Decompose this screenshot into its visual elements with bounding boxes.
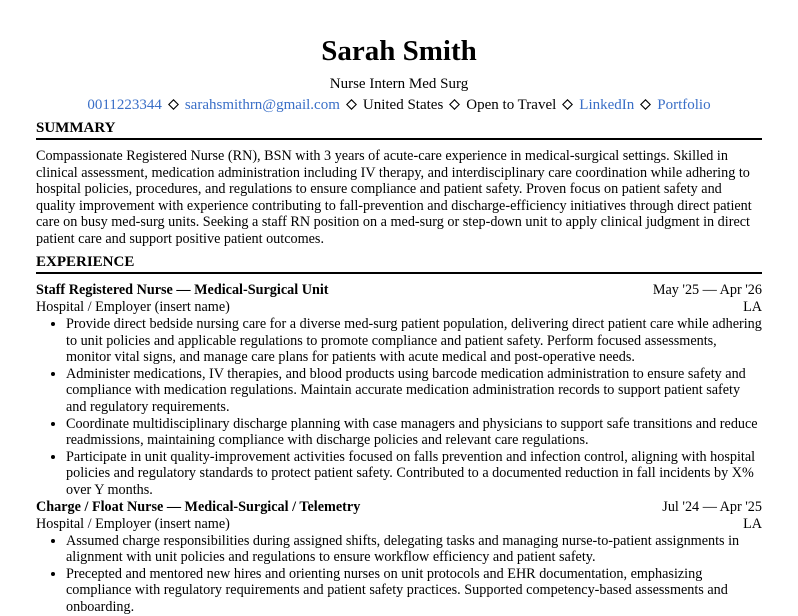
job-title: Staff Registered Nurse — Medical-Surgical Unit (36, 282, 329, 298)
candidate-title: Nurse Intern Med Surg (329, 76, 469, 92)
diamond-icon (449, 95, 460, 115)
portfolio-link[interactable]: Portfolio (657, 97, 711, 113)
contact-line (36, 95, 762, 115)
list-item: • Precepted and mentored new hires and orienting nurses on unit protocols and EHR documentation, emphasizing compliance with regulatory requirements and patient safety practices. Supported competency-based assessments and onboarding. (66, 566, 762, 616)
diamond-icon (562, 95, 573, 115)
list-item: • Participate in unit quality-improvement activities focused on falls prevention and infection control, aligning with hospital policies and regulatory standards to protect patient safety. Contributed to a documented reduction in fall incidents by X% over Y months. (66, 449, 762, 499)
job-dates: Jul '24 — Apr '25 (662, 498, 762, 515)
job-location: LA (743, 515, 762, 532)
job-employer: Hospital / Employer (insert name) (36, 515, 230, 532)
diamond-icon (640, 95, 651, 115)
candidate-name: Sarah Smith (321, 35, 477, 67)
list-item: • Assumed charge responsibilities during assigned shifts, delegating tasks and managing nurse-to-patient assignments in alignment with unit policies and regulations to ensure workflow efficiency and patient safety. (66, 533, 762, 566)
job-entry (36, 282, 762, 499)
experience-heading: EXPERIENCE (36, 253, 762, 274)
diamond-icon (346, 95, 357, 115)
phone-link[interactable]: 0011223344 (87, 97, 162, 113)
summary-text: Compassionate Registered Nurse (RN), BSN with 3 years of acute-care experience in medical-surgical settings. Skilled in clinical assessment, medication administration including IV therapy, and interdisciplinary care coordination while adhering to hospital policies, procedures, and regulations to ensure compliance and patient safety. Proven focus on patient safety and quality improvement with experience contributing to fall-prevention and discharge-efficiency initiatives through direct patient care on busy med-surg units. Seeking a staff RN position on a med-surg or step-down unit to apply clinical judgment in direct patient care and support positive patient outcomes. (36, 148, 752, 247)
job-dates: May '25 — Apr '26 (652, 282, 762, 298)
job-employer: Hospital / Employer (insert name) (36, 299, 230, 315)
travel-text: Open to Travel (466, 97, 557, 113)
list-item: • Administer medications, IV therapies, and blood products using barcode medication administration to ensure safety and compliance with medication regulations. Maintain accurate medication administration records to support patient safety and regulatory requirements. (66, 366, 762, 416)
job-bullets (36, 316, 762, 499)
job-entry (36, 499, 762, 616)
list-item: • Provide direct bedside nursing care for a diverse med-surg patient population, delivering direct patient care while adhering to unit policies and applicable regulations to promote compliance and patient safety. Perform focused assessments, monitor vital signs, and manage care plans for patients with acute medical and post-operative needs. (66, 316, 762, 366)
summary-heading: SUMMARY (36, 119, 762, 140)
linkedin-link[interactable]: LinkedIn (579, 97, 635, 113)
job-location: LA (743, 299, 762, 315)
diamond-icon (168, 95, 179, 115)
job-title: Charge / Float Nurse — Medical-Surgical / Telemetry (36, 498, 361, 515)
job-bullets (36, 533, 762, 616)
email-link[interactable]: sarahsmithrn@gmail.com (184, 97, 340, 113)
list-item: • Coordinate multidisciplinary discharge planning with case managers and physicians to support safe transitions and reduce readmissions, maintaining compliance with discharge policies and relevant care regulations. (66, 416, 762, 449)
location-text: United States (362, 97, 444, 113)
